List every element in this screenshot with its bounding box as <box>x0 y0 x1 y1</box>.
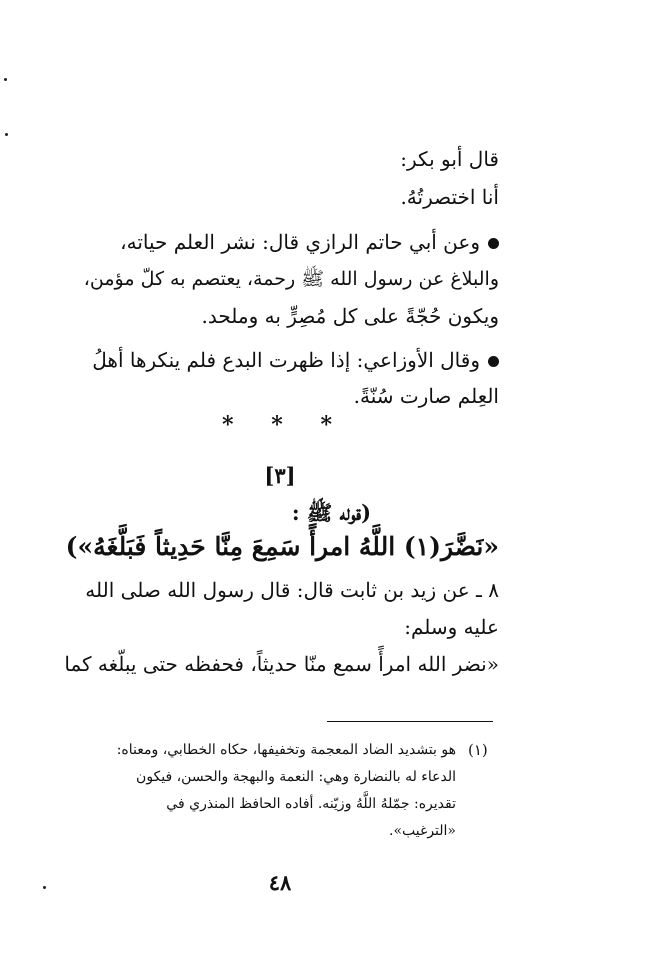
text-line: ويكون حُجّةً على كل مُصِرٍّ به وملحد. <box>201 304 499 328</box>
text-line: وقال الأوزاعي: إذا ظهرت البدع فلم ينكرها أهلُ <box>92 348 480 372</box>
footnote-line: هو بتشديد الضاد المعجمة وتخفيفها، حكاه الخطابي، ومعناه: <box>116 742 456 758</box>
paragraph-first-line <box>92 343 499 377</box>
text-line: وعن أبي حاتم الرازي قال: نشر العلم حياته، <box>120 230 480 254</box>
bullet-icon <box>488 356 499 367</box>
text-line: «نضر الله امرأً سمع منّا حديثاً، فحفظه حتى يبلّغه كما <box>64 652 499 676</box>
scan-speck <box>4 78 7 81</box>
paragraph-first-line <box>119 225 499 259</box>
footnote-divider <box>327 721 493 722</box>
scan-speck <box>5 133 8 136</box>
separator-star: * <box>271 412 283 438</box>
section-number: [٣] <box>264 463 296 488</box>
text-line: والبلاغ عن رسول الله ﷺ رحمة، يعتصم به كلّ مؤمن، <box>83 268 499 290</box>
footnote-line: تقديره: جمّلهُ اللَّهُ وزيّنه. أفاده الحافظ المنذري في <box>166 796 456 812</box>
section-heading: (قوله ﷺ : <box>291 500 371 525</box>
text-line: قال أبو بكر: <box>400 147 499 171</box>
hadith-title: «نَضَّرَ(١) اللَّهُ امرأً سَمِعَ مِنَّا حَدِيثاً فَبَلَّغَهُ») <box>65 532 499 561</box>
separator-star: * <box>222 412 234 438</box>
footnote-line: «الترغيب». <box>389 823 456 839</box>
text-line: عليه وسلم: <box>404 615 499 639</box>
text-line: ٨ ـ عن زيد بن ثابت قال: قال رسول الله صلى الله <box>85 578 499 602</box>
scan-speck <box>43 886 46 889</box>
bullet-icon <box>488 238 499 249</box>
footnote-marker: (١) <box>468 741 488 759</box>
page-number: ٤٨ <box>268 870 292 895</box>
separator-star: * <box>320 412 332 438</box>
text-line: أنا اختصرتُهُ. <box>400 185 499 209</box>
section-separator <box>222 411 332 439</box>
footnote-line: الدعاء له بالنضارة وهي: النعمة والبهجة والحسن، فيكون <box>136 769 456 785</box>
text-line: العِلم صارت سُنّةً. <box>353 384 499 408</box>
